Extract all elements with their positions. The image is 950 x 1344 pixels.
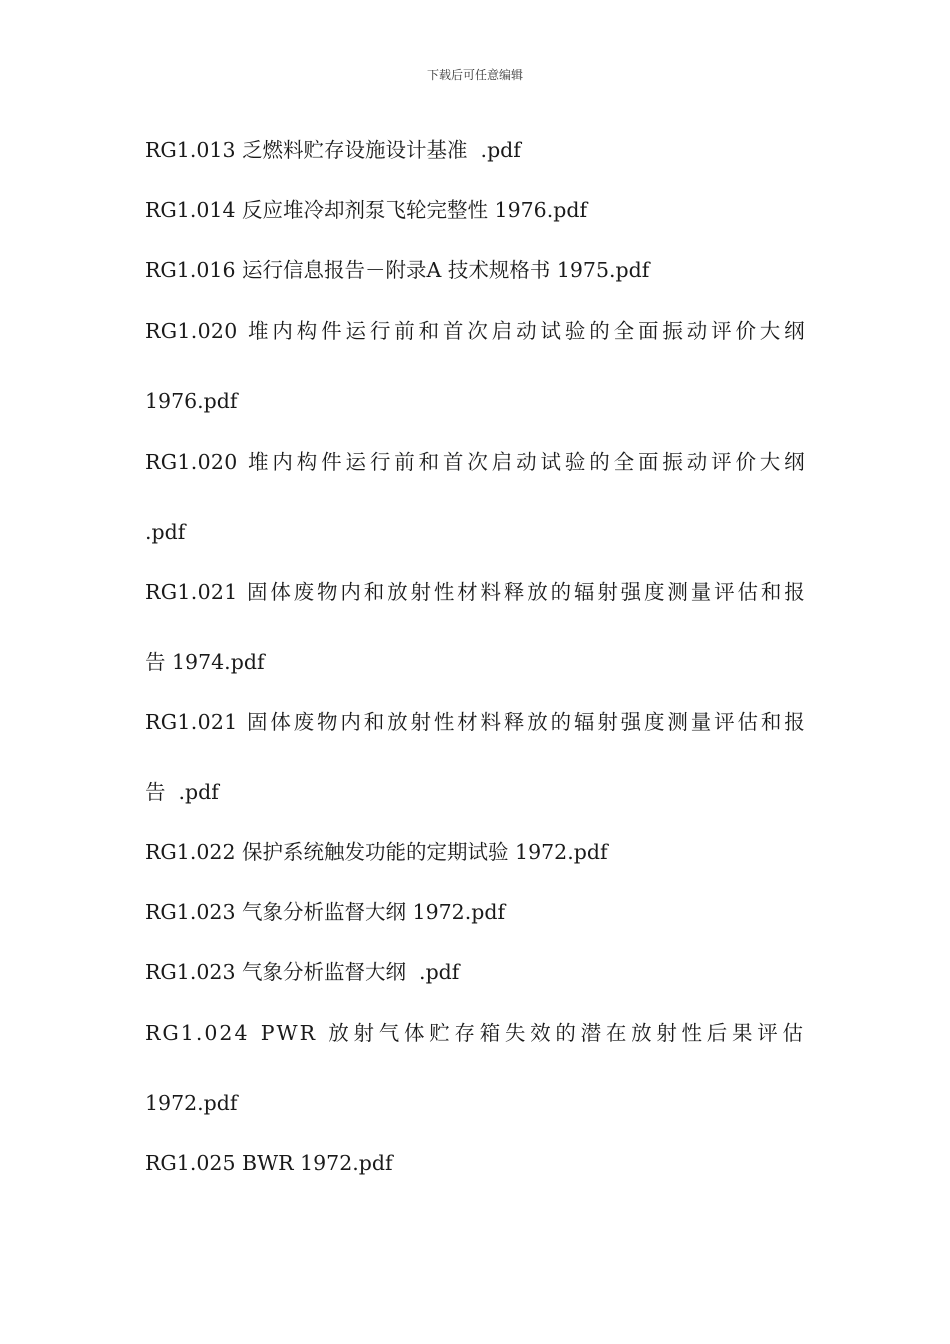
document-line: RG1.025 BWR 1972.pdf xyxy=(145,1151,393,1175)
document-line: RG1.021 固体废物内和放射性材料释放的辐射强度测量评估和报 xyxy=(145,710,805,734)
document-line: RG1.021 固体废物内和放射性材料释放的辐射强度测量评估和报 xyxy=(145,580,805,604)
document-line: 告 1974.pdf xyxy=(145,650,265,674)
document-line: RG1.023 气象分析监督大纲 1972.pdf xyxy=(145,900,506,924)
document-line: 告 .pdf xyxy=(145,780,219,804)
document-line: 1972.pdf xyxy=(145,1091,238,1115)
document-line: RG1.024 PWR 放射气体贮存箱失效的潜在放射性后果评估 xyxy=(145,1021,805,1045)
document-line: RG1.016 运行信息报告－附录A 技术规格书 1975.pdf xyxy=(145,258,650,282)
document-line: .pdf xyxy=(145,520,186,544)
document-line: RG1.014 反应堆冷却剂泵飞轮完整性 1976.pdf xyxy=(145,198,588,222)
document-line: RG1.020 堆内构件运行前和首次启动试验的全面振动评价大纲 xyxy=(145,319,805,343)
document-line: RG1.020 堆内构件运行前和首次启动试验的全面振动评价大纲 xyxy=(145,450,805,474)
document-line: 1976.pdf xyxy=(145,389,238,413)
document-line: RG1.023 气象分析监督大纲 .pdf xyxy=(145,960,460,984)
document-line: RG1.013 乏燃料贮存设施设计基准 .pdf xyxy=(145,138,521,162)
document-line: RG1.022 保护系统触发功能的定期试验 1972.pdf xyxy=(145,840,608,864)
page-header: 下载后可任意编辑 xyxy=(426,68,523,82)
